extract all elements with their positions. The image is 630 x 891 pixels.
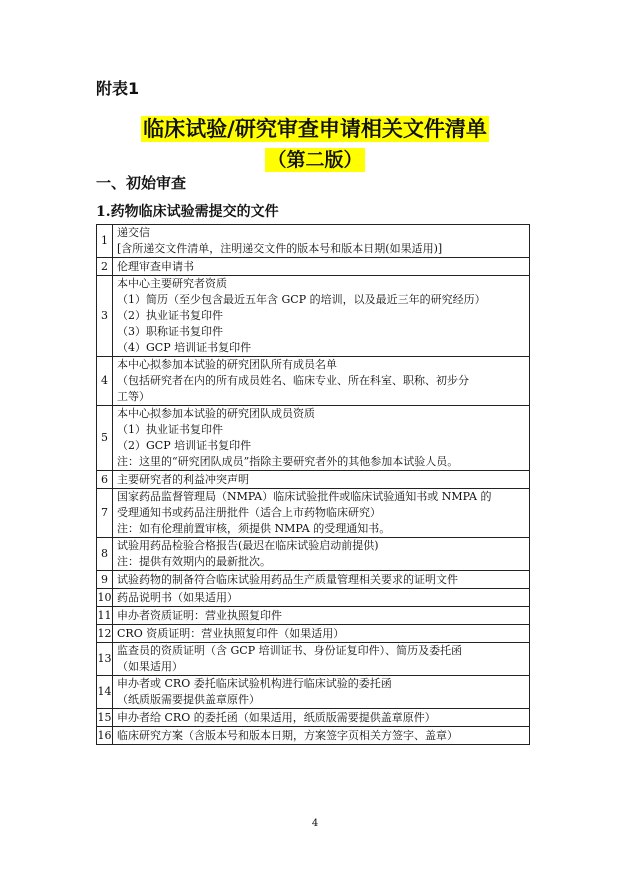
row-number: 16 bbox=[97, 727, 113, 745]
row-content bbox=[113, 276, 530, 357]
section-heading: 一、初始审查 bbox=[96, 174, 187, 192]
table-body bbox=[97, 225, 530, 745]
table-row bbox=[97, 607, 530, 625]
row-number: 7 bbox=[97, 489, 113, 538]
row-number: 10 bbox=[97, 589, 113, 607]
row-text-line: 药品说明书（如果适用） bbox=[117, 590, 238, 604]
row-text-line: （如果适用） bbox=[117, 660, 183, 673]
table-row bbox=[97, 357, 530, 406]
row-content bbox=[113, 589, 530, 607]
row-text-line: 伦理审查申请书 bbox=[117, 259, 194, 273]
row-number: 12 bbox=[97, 625, 113, 643]
row-text-line: （3）职称证书复印件 bbox=[117, 325, 223, 338]
row-text-line: 申办者给 CRO 的委托函（如果适用，纸质版需要提供盖章原件） bbox=[117, 710, 436, 724]
table-row bbox=[97, 643, 530, 676]
row-number: 4 bbox=[97, 357, 113, 406]
row-content bbox=[113, 471, 530, 489]
row-number: 8 bbox=[97, 538, 113, 571]
row-text-line: 注：这里的“研究团队成员”指除主要研究者外的其他参加本试验人员。 bbox=[117, 455, 459, 468]
row-text-line: 申办者或 CRO 委托临床试验机构进行临床试验的委托函 bbox=[117, 677, 392, 690]
table-row bbox=[97, 406, 530, 471]
row-text-line: 临床研究方案（含版本号和版本日期，方案签字页相关方签字、盖章） bbox=[117, 728, 458, 742]
row-content bbox=[113, 676, 530, 709]
document-checklist-table bbox=[96, 224, 530, 745]
row-text-line: [含所递交文件清单，注明递交文件的版本号和版本日期(如果适用)] bbox=[117, 242, 443, 255]
row-text-line: （1）执业证书复印件 bbox=[117, 423, 223, 436]
row-text-line: （2）GCP 培训证书复印件 bbox=[117, 439, 252, 452]
table-row bbox=[97, 571, 530, 589]
row-number: 3 bbox=[97, 276, 113, 357]
row-text-line: 申办者资质证明：营业执照复印件 bbox=[117, 608, 282, 622]
document-title-text: 临床试验/研究审查申请相关文件清单 bbox=[143, 117, 487, 141]
row-text-line: （包括研究者在内的所有成员姓名、临床专业、所在科室、职称、初步分 bbox=[117, 374, 469, 387]
row-text-line: 受理通知书或药品注册批件（适合上市药物临床研究） bbox=[117, 506, 381, 519]
row-content bbox=[113, 406, 530, 471]
row-content bbox=[113, 571, 530, 589]
row-text-line: 国家药品监督管理局（NMPA）临床试验批件或临床试验通知书或 NMPA 的 bbox=[117, 490, 492, 503]
row-number: 9 bbox=[97, 571, 113, 589]
document-subtitle-text: （第二版） bbox=[267, 149, 363, 171]
row-content bbox=[113, 643, 530, 676]
document-title bbox=[0, 113, 630, 143]
row-text-line: 监查员的资质证明（含 GCP 培训证书、身份证复印件）、简历及委托函 bbox=[117, 644, 463, 657]
row-number: 5 bbox=[97, 406, 113, 471]
row-text-line: 试验用药品检验合格报告(最迟在临床试验启动前提供) bbox=[117, 539, 379, 552]
row-text-line: （4）GCP 培训证书复印件 bbox=[117, 341, 252, 354]
row-number: 11 bbox=[97, 607, 113, 625]
row-content bbox=[113, 538, 530, 571]
row-number: 1 bbox=[97, 225, 113, 258]
table-row bbox=[97, 276, 530, 357]
row-number: 6 bbox=[97, 471, 113, 489]
row-number: 2 bbox=[97, 258, 113, 276]
row-content bbox=[113, 607, 530, 625]
page-number: 4 bbox=[311, 818, 319, 829]
row-text-line: 主要研究者的利益冲突声明 bbox=[117, 472, 249, 486]
row-text-line: 注：如有伦理前置审核，须提供 NMPA 的受理通知书。 bbox=[117, 522, 391, 535]
subsection-heading: 1.药物临床试验需提交的文件 bbox=[96, 204, 279, 220]
row-content bbox=[113, 258, 530, 276]
row-number: 13 bbox=[97, 643, 113, 676]
row-text-line: 本中心拟参加本试验的研究团队成员资质 bbox=[117, 407, 315, 420]
table-row bbox=[97, 258, 530, 276]
row-content bbox=[113, 225, 530, 258]
table-row bbox=[97, 471, 530, 489]
row-number: 15 bbox=[97, 709, 113, 727]
row-text-line: （2）执业证书复印件 bbox=[117, 309, 223, 322]
table-row bbox=[97, 625, 530, 643]
table-row bbox=[97, 225, 530, 258]
row-text-line: 递交信 bbox=[117, 226, 150, 239]
row-content bbox=[113, 727, 530, 745]
appendix-label: 附表1 bbox=[96, 79, 140, 98]
table-row bbox=[97, 709, 530, 727]
table-row bbox=[97, 676, 530, 709]
row-text-line: 本中心主要研究者资质 bbox=[117, 277, 227, 290]
table-row bbox=[97, 727, 530, 745]
row-text-line: 试验药物的制备符合临床试验用药品生产质量管理相关要求的证明文件 bbox=[117, 572, 458, 586]
row-number: 14 bbox=[97, 676, 113, 709]
row-text-line: （1）简历（至少包含最近五年含 GCP 的培训，以及最近三年的研究经历） bbox=[117, 293, 486, 306]
row-content bbox=[113, 709, 530, 727]
row-text-line: 本中心拟参加本试验的研究团队所有成员名单 bbox=[117, 358, 337, 371]
table-row bbox=[97, 538, 530, 571]
row-text-line: CRO 资质证明：营业执照复印件（如果适用） bbox=[117, 626, 345, 640]
row-text-line: （纸质版需要提供盖章原件） bbox=[117, 693, 260, 706]
row-text-line: 注：提供有效期内的最新批次。 bbox=[117, 555, 271, 568]
table-row bbox=[97, 589, 530, 607]
row-content bbox=[113, 489, 530, 538]
row-content bbox=[113, 357, 530, 406]
table-row bbox=[97, 489, 530, 538]
row-text-line: 工等） bbox=[117, 390, 150, 403]
row-content bbox=[113, 625, 530, 643]
document-subtitle bbox=[0, 145, 630, 172]
